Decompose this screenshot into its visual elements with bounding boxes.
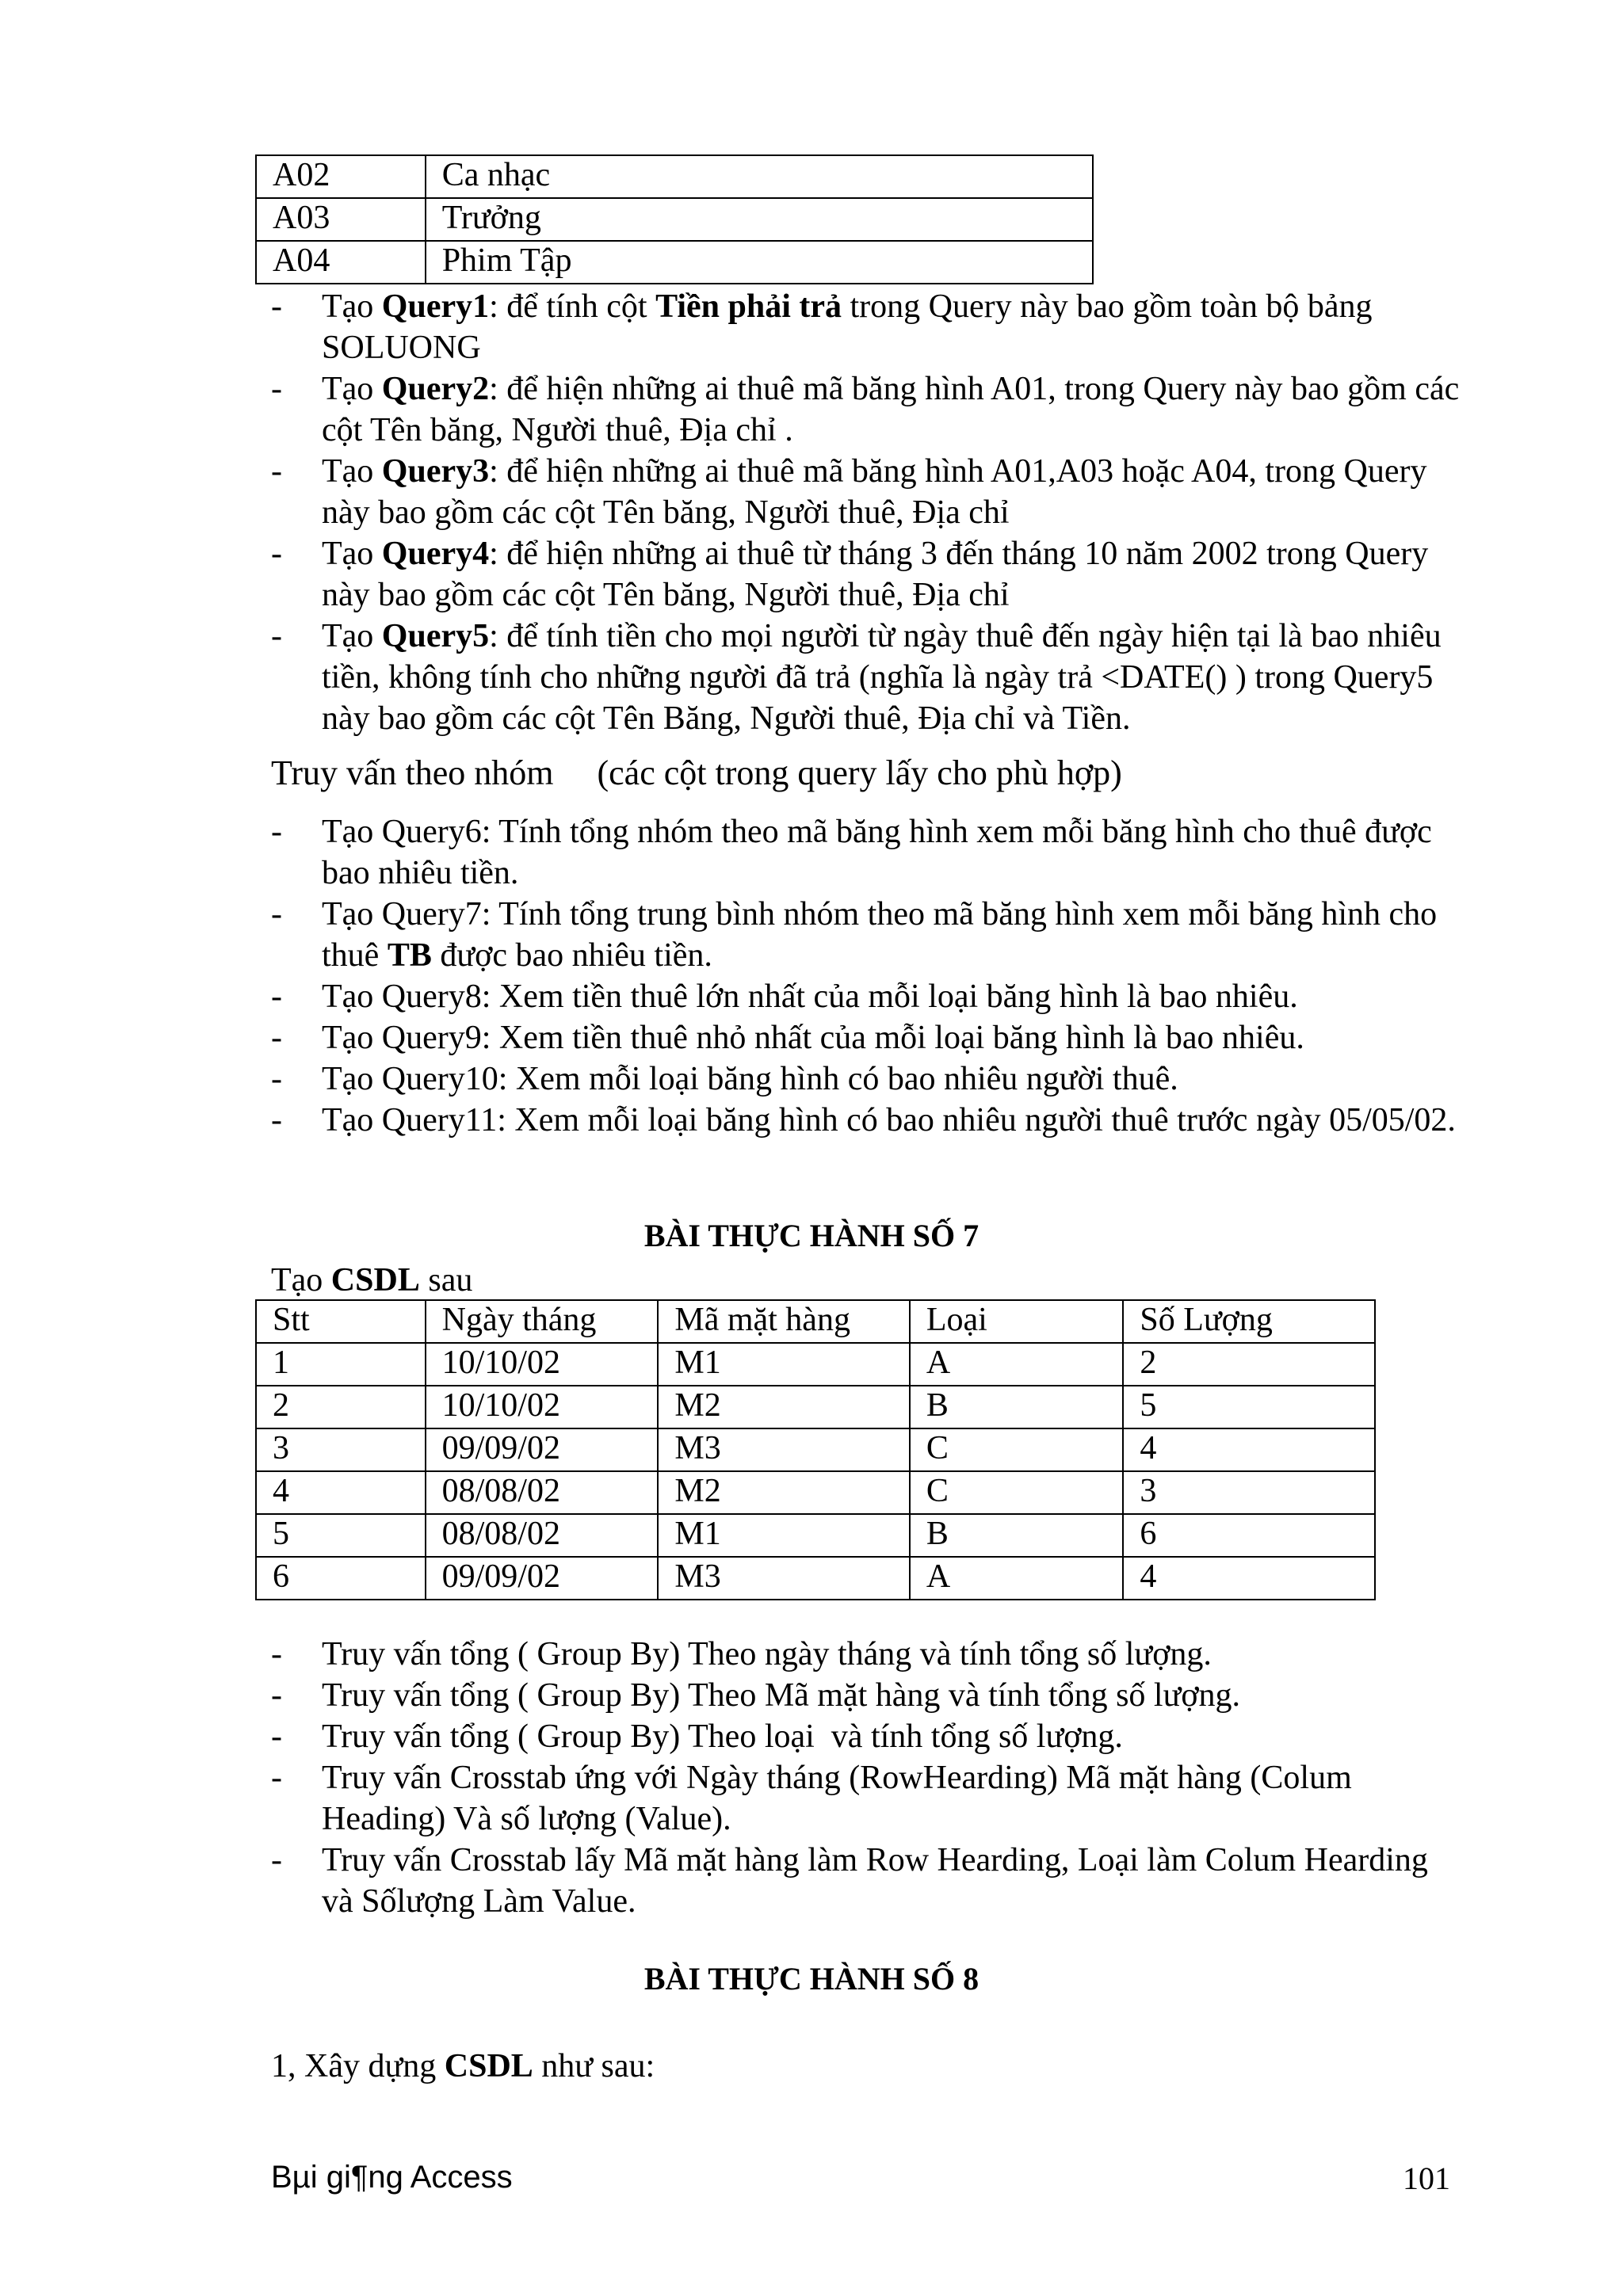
table-cell: 10/10/02 (426, 1343, 659, 1386)
column-header: Stt (256, 1300, 426, 1343)
section-7-query-list (271, 1634, 1460, 1922)
list-item: - Tạo Query10: Xem mỗi loại băng hình có bao nhiêu người thuê. (271, 1061, 1178, 1097)
list-item: - Tạo Query3: để hiện những ai thuê mã băng hình A01,A03 hoặc A04, trong Query này bao gồm các cột Tên băng, Người thuê, Địa chỉ (271, 453, 1427, 531)
list-item: - Truy vấn tổng ( Group By) Theo loại và tính tổng số lượng. (271, 1718, 1123, 1755)
table-header-row (256, 1300, 1375, 1343)
table-cell: 09/09/02 (426, 1428, 659, 1471)
list-item: - Tạo Query11: Xem mỗi loại băng hình có bao nhiêu người thuê trước ngày 05/05/02. (271, 1102, 1456, 1138)
table-cell: M3 (658, 1428, 909, 1471)
page-number: 101 (1403, 2161, 1450, 2196)
table-row (256, 1428, 1375, 1471)
table-cell: A04 (256, 241, 426, 284)
table-cell: M2 (658, 1386, 909, 1428)
table-cell: 6 (256, 1557, 426, 1600)
table-row (256, 1514, 1375, 1557)
list-item: - Truy vấn tổng ( Group By) Theo Mã mặt hàng và tính tổng số lượng. (271, 1677, 1241, 1714)
list-item: - Tạo Query4: để hiện những ai thuê từ tháng 3 đến tháng 10 năm 2002 trong Query này bao gồm các cột Tên băng, Người thuê, Địa chỉ (271, 536, 1429, 613)
list-item: - Truy vấn Crosstab lấy Mã mặt hàng làm Row Hearding, Loại làm Colum Hearding và Sốlượng Làm Value. (271, 1842, 1428, 1920)
list-item: - Tạo Query1: để tính cột Tiền phải trả trong Query này bao gồm toàn bộ bảng SOLUONG (271, 288, 1373, 366)
table-row (256, 1343, 1375, 1386)
table-cell: 2 (1123, 1343, 1375, 1386)
table-row (256, 155, 1093, 198)
table-cell: 1 (256, 1343, 426, 1386)
table-row (256, 1557, 1375, 1600)
table-cell: 08/08/02 (426, 1471, 659, 1514)
table-cell: Trưởng (426, 198, 1093, 241)
table-cell: 6 (1123, 1514, 1375, 1557)
table-cell: C (910, 1428, 1124, 1471)
table-cell: M2 (658, 1471, 909, 1514)
footer-title: Bµi gi¶ng Access (271, 2160, 513, 2195)
list-item: - Tạo Query5: để tính tiền cho mọi người từ ngày thuê đến ngày hiện tại là bao nhiêu tiền, không tính cho những người đã trả (nghĩa là ngày trả <DATE() ) trong Query5 này bao gồm các cột Tên Băng, Người thuê, Địa chỉ và Tiền. (271, 618, 1442, 737)
table-cell: B (910, 1386, 1124, 1428)
build-db-line: 1, Xây dựng CSDL như sau: (271, 2048, 655, 2084)
table-cell: 4 (1123, 1428, 1375, 1471)
table-cell: 5 (256, 1514, 426, 1557)
table-cell: 10/10/02 (426, 1386, 659, 1428)
table-cell: 3 (1123, 1471, 1375, 1514)
product-table (255, 1299, 1376, 1600)
table-cell: 3 (256, 1428, 426, 1471)
table-cell: M1 (658, 1343, 909, 1386)
list-item: - Truy vấn Crosstab ứng với Ngày tháng (RowHearding) Mã mặt hàng (Colum Heading) Và số lượng (Value). (271, 1760, 1352, 1837)
table-cell: 2 (256, 1386, 426, 1428)
table-cell: 08/08/02 (426, 1514, 659, 1557)
column-header: Loại (910, 1300, 1124, 1343)
column-header: Ngày tháng (426, 1300, 659, 1343)
create-db-line: Tạo CSDL sau (271, 1262, 473, 1299)
group-query-heading: Truy vấn theo nhóm (các cột trong query lấy cho phù hợp) (271, 753, 1122, 792)
section-7-title: BÀI THỰC HÀNH SỐ 7 (643, 1218, 980, 1253)
table-cell: Ca nhạc (426, 155, 1093, 198)
table-row (256, 241, 1093, 284)
list-item: - Tạo Query6: Tính tổng nhóm theo mã băng hình xem mỗi băng hình cho thuê được bao nhiêu tiền. (271, 814, 1432, 891)
table-cell: M3 (658, 1557, 909, 1600)
query-list (271, 286, 1460, 739)
section-8-title: BÀI THỰC HÀNH SỐ 8 (643, 1961, 980, 1997)
table-row (256, 1386, 1375, 1428)
table-cell: Phim Tập (426, 241, 1093, 284)
column-header: Mã mặt hàng (658, 1300, 909, 1343)
column-header: Số Lượng (1123, 1300, 1375, 1343)
list-item: - Tạo Query7: Tính tổng trung bình nhóm theo mã băng hình xem mỗi băng hình cho thuê TB được bao nhiêu tiền. (271, 896, 1438, 974)
list-item: - Tạo Query2: để hiện những ai thuê mã băng hình A01, trong Query này bao gồm các cột Tên băng, Người thuê, Địa chỉ . (271, 371, 1460, 448)
list-item: - Truy vấn tổng ( Group By) Theo ngày tháng và tính tổng số lượng. (271, 1636, 1212, 1672)
group-query-list (271, 811, 1460, 1141)
product-table-body (256, 1343, 1375, 1600)
table-cell: A03 (256, 198, 426, 241)
table-row (256, 1471, 1375, 1514)
table-cell: 4 (1123, 1557, 1375, 1600)
table-cell: A (910, 1557, 1124, 1600)
table-cell: A02 (256, 155, 426, 198)
table-cell: 5 (1123, 1386, 1375, 1428)
table-cell: C (910, 1471, 1124, 1514)
table-cell: 09/09/02 (426, 1557, 659, 1600)
rental-type-table (255, 154, 1094, 284)
table-cell: B (910, 1514, 1124, 1557)
list-item: - Tạo Query8: Xem tiền thuê lớn nhất của mỗi loại băng hình là bao nhiêu. (271, 978, 1298, 1015)
table-cell: A (910, 1343, 1124, 1386)
table-cell: 4 (256, 1471, 426, 1514)
table-cell: M1 (658, 1514, 909, 1557)
list-item: - Tạo Query9: Xem tiền thuê nhỏ nhất của mỗi loại băng hình là bao nhiêu. (271, 1020, 1304, 1056)
table-row (256, 198, 1093, 241)
